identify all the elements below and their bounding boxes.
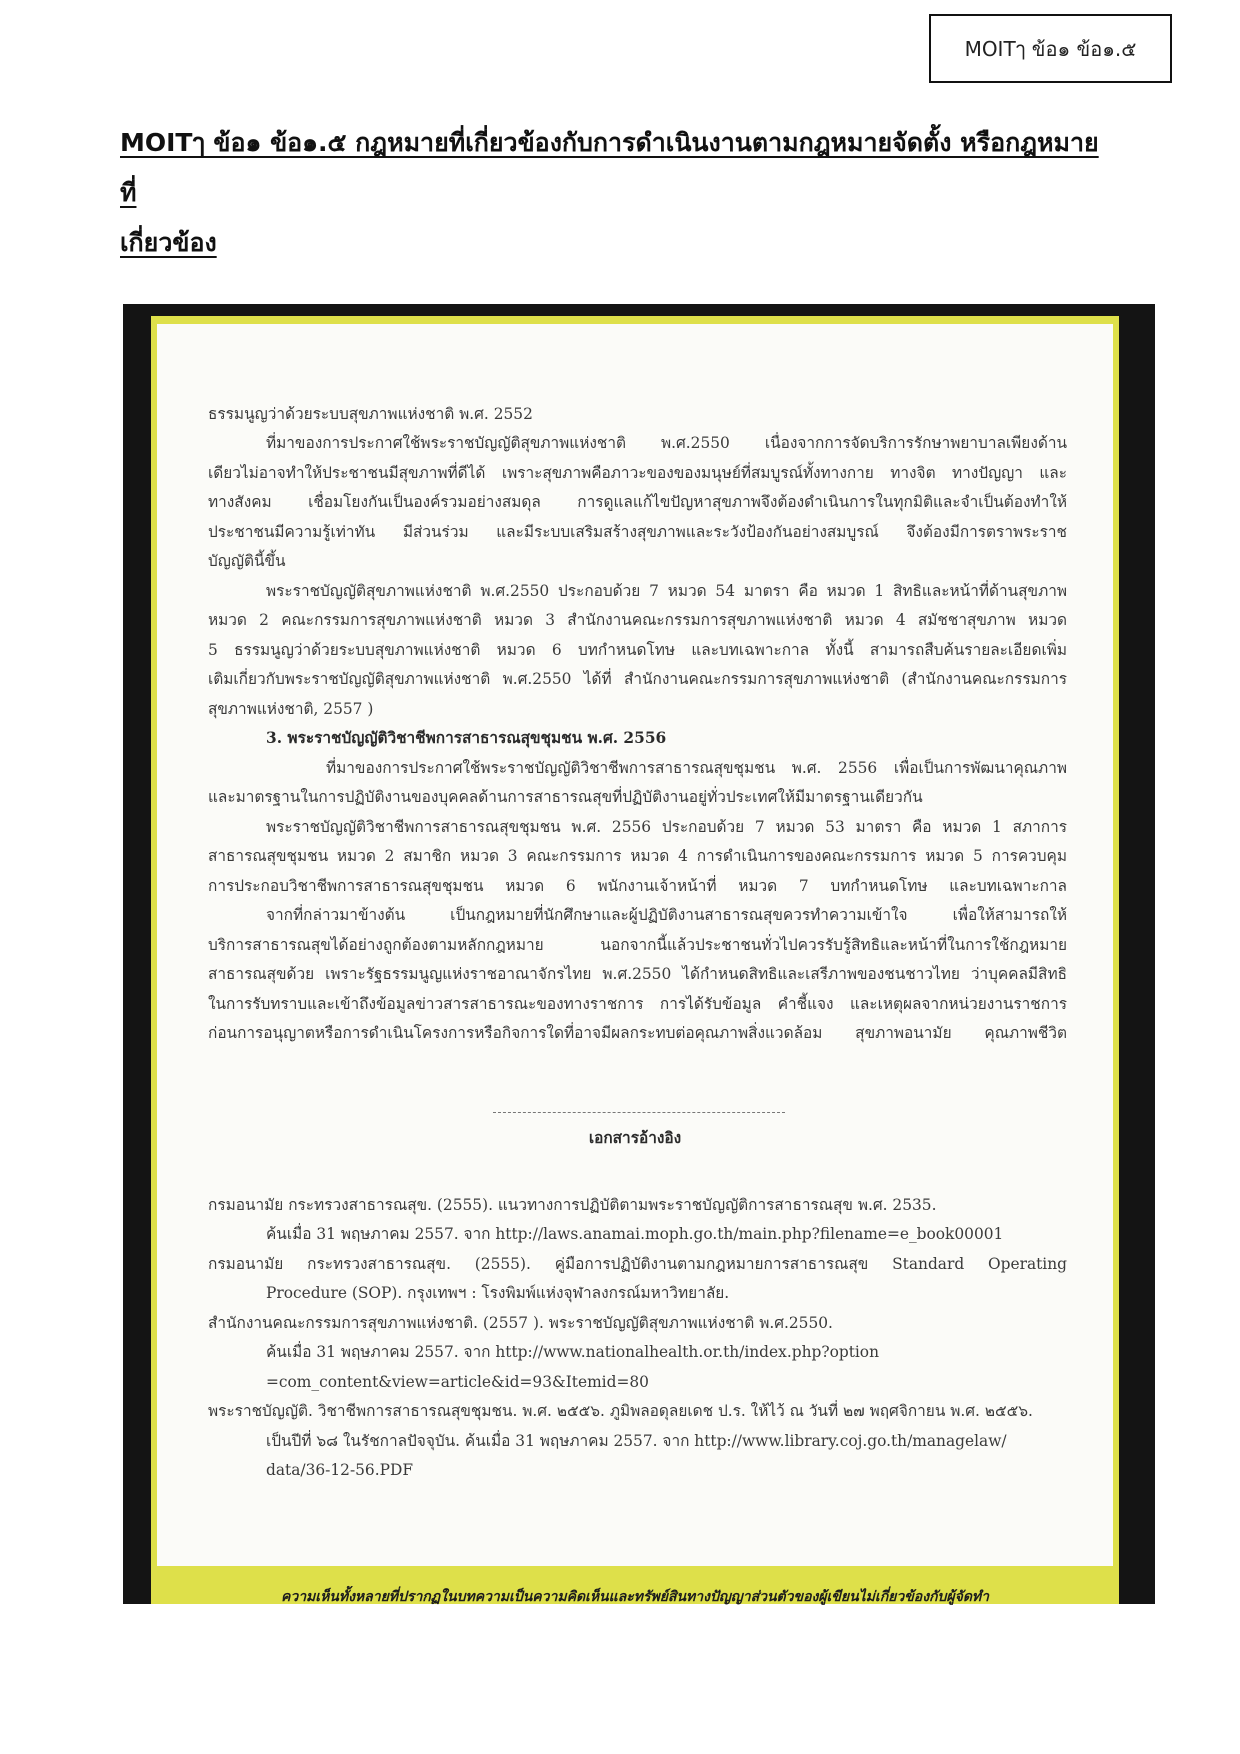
reference-line: กรมอนามัย กระทรวงสาธารณสุข. (2555). แนวทางการปฏิบัติตามพระราชบัญญัติการสาธารณสุข พ.ศ. 2535. [208,1196,937,1214]
doc-line: พระราชบัญญัติสุขภาพแห่งชาติ พ.ศ.2550 ประกอบด้วย 7 หมวด 54 มาตรา คือ หมวด 1 สิทธิและหน้าที่ด้านสุขภาพ [266,582,1067,600]
disclaimer-footer: ความเห็นทั้งหลายที่ปรากฏในบทความเป็นความคิดเห็นและทรัพย์สินทางปัญญาส่วนตัวของผู้เขียนไม่เกี่ยวข้องกับผู้จัดทำ [280,1589,990,1605]
doc-line: ทางสังคม เชื่อมโยงกันเป็นองค์รวมอย่างสมดุล การดูแลแก้ไขปัญหาสุขภาพจึงต้องดำเนินการในทุกมิติและจำเป็นต้องทำให้ [208,493,1067,511]
doc-line: ธรรมนูญว่าด้วยระบบสุขภาพแห่งชาติ พ.ศ. 2552 [208,405,533,423]
scanned-image-frame [123,304,1155,1604]
doc-line: เติมเกี่ยวกับพระราชบัญญัติสุขภาพแห่งชาติ พ.ศ.2550 ได้ที่ สำนักงานคณะกรรมการสุขภาพแห่งชาติ (สำนักงานคณะกรรมการ [208,670,1067,688]
doc-line: การประกอบวิชาชีพการสาธารณสุขชุมชน หมวด 6 พนักงานเจ้าหน้าที่ หมวด 7 บทกำหนดโทษ และบทเฉพาะกาล [208,877,1067,895]
doc-line: สาธารณสุขชุมชน หมวด 2 สมาชิก หมวด 3 คณะกรรมการ หมวด 4 การดำเนินการของคณะกรรมการ หมวด 5 การควบคุม [208,847,1067,865]
doc-line: ที่มาของการประกาศใช้พระราชบัญญัติวิชาชีพการสาธารณสุขชุมชน พ.ศ. 2556 เพื่อเป็นการพัฒนาคุณภาพ [326,759,1067,777]
reference-line: data/36-12-56.PDF [266,1461,413,1479]
divider [493,1112,785,1113]
page-heading-line-2: เกี่ยวข้อง [120,228,217,257]
reference-line: Procedure (SOP). กรุงเทพฯ : โรงพิมพ์แห่งจุฬาลงกรณ์มหาวิทยาลัย. [266,1284,730,1302]
doc-line: 5 ธรรมนูญว่าด้วยระบบสุขภาพแห่งชาติ หมวด 6 บทกำหนดโทษ และบทเฉพาะกาล ทั้งนี้ สามารถสืบค้นรายละเอียดเพิ่ม [208,641,1067,659]
reference-line: สำนักงานคณะกรรมการสุขภาพแห่งชาติ. (2557 ). พระราชบัญญัติสุขภาพแห่งชาติ พ.ศ.2550. [208,1314,833,1332]
yellow-border [151,316,1119,1604]
section-heading: 3. พระราชบัญญัติวิชาชีพการสาธารณสุขชุมชน พ.ศ. 2556 [266,729,667,747]
doc-line: ที่มาของการประกาศใช้พระราชบัญญัติสุขภาพแห่งชาติ พ.ศ.2550 เนื่องจากการจัดบริการรักษาพยาบาลเพียงด้าน [266,434,1067,452]
doc-line: พระราชบัญญัติวิชาชีพการสาธารณสุขชุมชน พ.ศ. 2556 ประกอบด้วย 7 หมวด 53 มาตรา คือ หมวด 1 สภาการ [266,818,1067,836]
reference-line: ค้นเมื่อ 31 พฤษภาคม 2557. จาก http://laws.anamai.moph.go.th/main.php?filename=e_book00001 [266,1225,1004,1243]
doc-line: และมาตรฐานในการปฏิบัติงานของบุคคลด้านการสาธารณสุขที่ปฏิบัติงานอยู่ทั่วประเทศให้มีมาตรฐานเดียวกัน [208,788,923,806]
doc-line: บริการสาธารณสุขได้อย่างถูกต้องตามหลักกฎหมาย นอกจากนี้แล้วประชาชนทั่วไปควรรับรู้สิทธิและหน้าที่ในการใช้กฎหมาย [208,936,1067,954]
doc-line: บัญญัตินี้ขึ้น [208,552,286,570]
document-tag-box [929,14,1172,83]
reference-line: =com_content&view=article&id=93&Itemid=80 [266,1373,649,1391]
references-title: เอกสารอ้างอิง [588,1129,682,1147]
page-heading-line-1: MOITๅ ข้อ๑ ข้อ๑.๕ กฎหมายที่เกี่ยวข้องกับการดำเนินงานตามกฎหมายจัดตั้ง หรือกฎหมายที่ [120,128,1099,207]
doc-line: จากที่กล่าวมาข้างต้น เป็นกฎหมายที่นักศึกษาและผู้ปฏิบัติงานสาธารณสุขควรทำความเข้าใจ เพื่อให้สามารถให้ [266,906,1067,924]
reference-line: กรมอนามัย กระทรวงสาธารณสุข. (2555). คู่มือการปฏิบัติงานตามกฎหมายการสาธารณสุข Standard Operating [208,1255,1067,1273]
doc-line: ก่อนการอนุญาตหรือการดำเนินโครงการหรือกิจการใดที่อาจมีผลกระทบต่อคุณภาพสิ่งแวดล้อม สุขภาพอนามัย คุณภาพชีวิต [208,1024,1067,1042]
doc-line: หมวด 2 คณะกรรมการสุขภาพแห่งชาติ หมวด 3 สำนักงานคณะกรรมการสุขภาพแห่งชาติ หมวด 4 สมัชชาสุขภาพ หมวด [208,611,1067,629]
doc-line: สุขภาพแห่งชาติ, 2557 ) [208,700,374,718]
doc-line: ประชาชนมีความรู้เท่าทัน มีส่วนร่วม และมีระบบเสริมสร้างสุขภาพและระวังป้องกันอย่างสมบูรณ์ จึงต้องมีการตราพระราช [208,523,1067,541]
reference-line: พระราชบัญญัติ. วิชาชีพการสาธารณสุขชุมชน. พ.ศ. ๒๕๕๖. ภูมิพลอดุลยเดช ป.ร. ให้ไว้ ณ วันที่ ๒๗ พฤศจิกายน พ.ศ. ๒๕๕๖. [208,1402,1033,1420]
doc-line: ในการรับทราบและเข้าถึงข้อมูลข่าวสารสาธารณะของทางราชการ การได้รับข้อมูล คำชี้แจง และเหตุผลจากหน่วยงานราชการ [208,995,1067,1013]
reference-line: ค้นเมื่อ 31 พฤษภาคม 2557. จาก http://www.nationalhealth.or.th/index.php?option [266,1343,879,1361]
page-heading [120,118,1110,268]
doc-line: เดียวไม่อาจทำให้ประชาชนมีสุขภาพที่ดีได้ เพราะสุขภาพคือภาวะของของมนุษย์ที่สมบูรณ์ทั้งทางกาย ทางจิต ทางปัญญา และ [208,464,1067,482]
doc-line: สาธารณสุขด้วย เพราะรัฐธรรมนูญแห่งราชอาณาจักรไทย พ.ศ.2550 ได้กำหนดสิทธิและเสรีภาพของชนชาวไทย ว่าบุคคลมีสิทธิ [208,965,1067,983]
document-tag: MOITๅ ข้อ๑ ข้อ๑.๕ [964,36,1137,61]
scanned-document-page [157,324,1113,1566]
reference-line: เป็นปีที่ ๖๘ ในรัชกาลปัจจุบัน. ค้นเมื่อ 31 พฤษภาคม 2557. จาก http://www.library.coj.go.th/managelaw/ [266,1432,1007,1450]
